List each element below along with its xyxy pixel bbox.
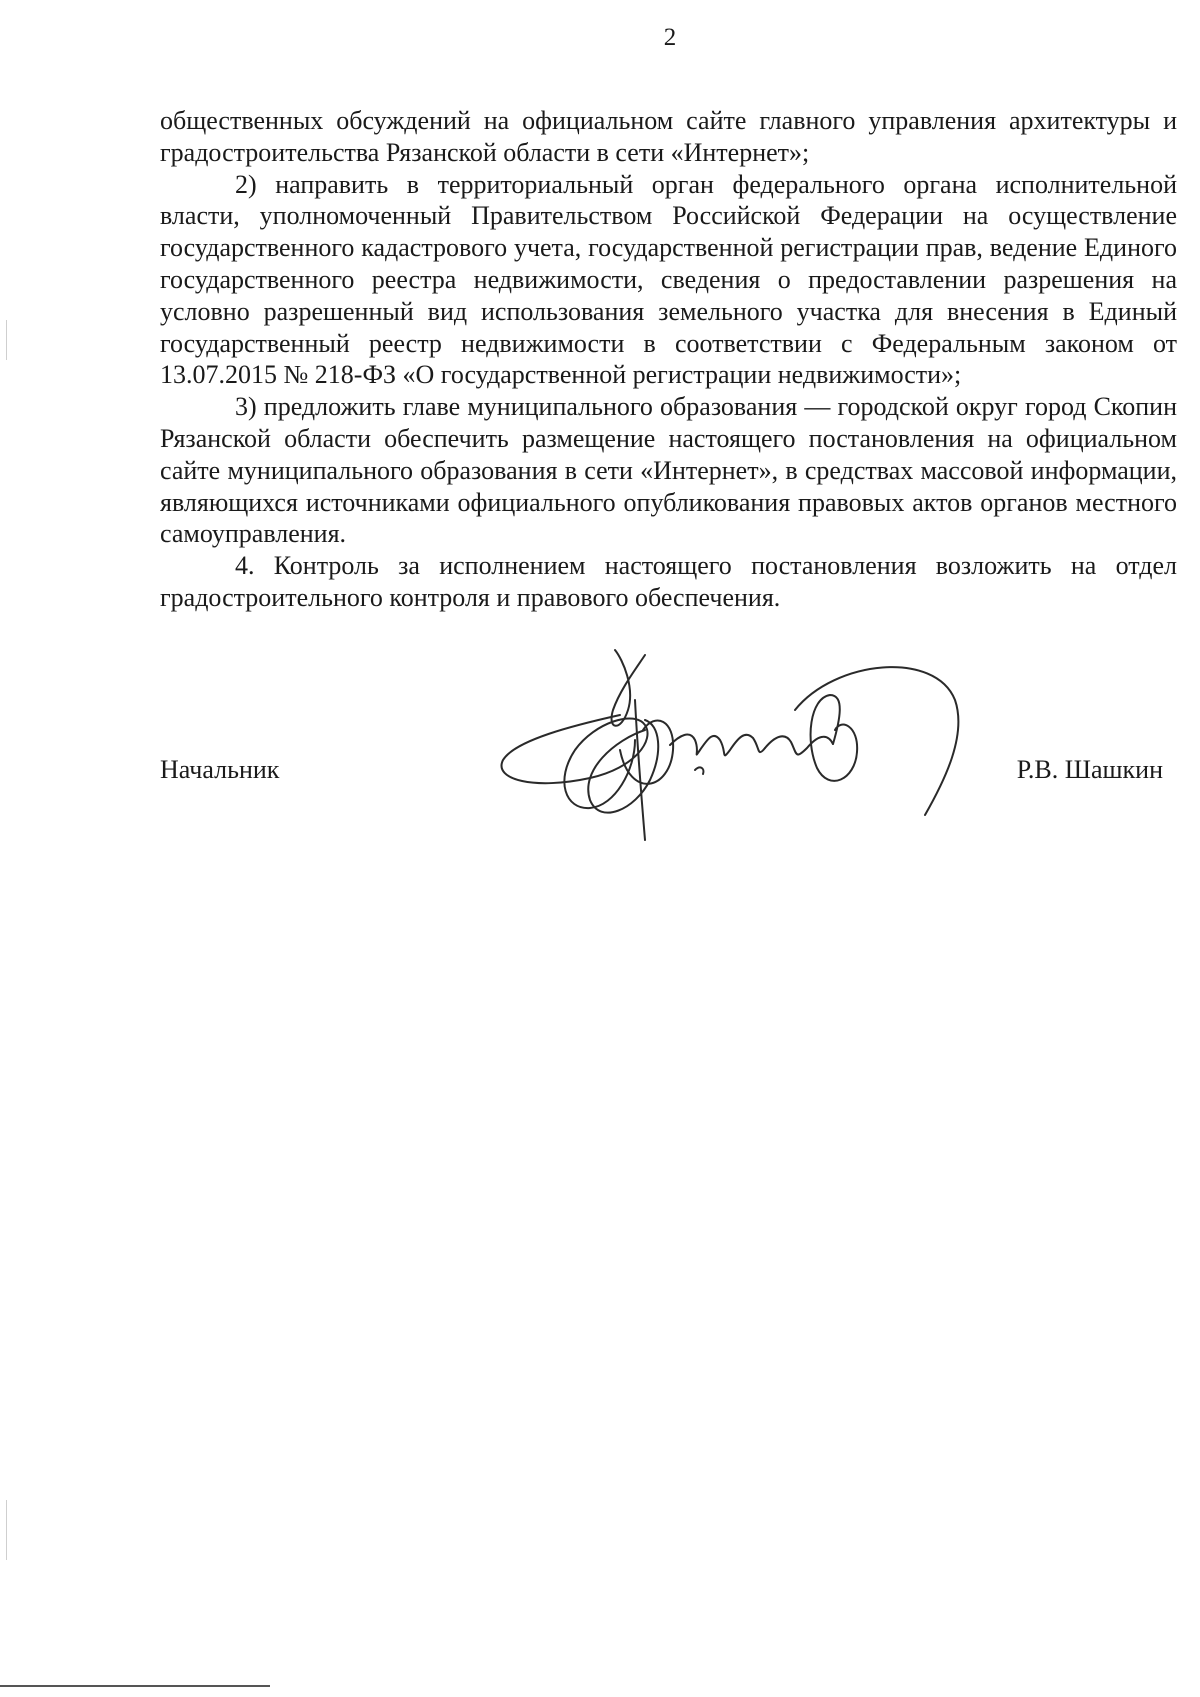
paragraph-item-3: 3) предложить главе муниципального образования — городской округ город Скопин Рязанской области обеспечить размещение настоящего постановления на официальном сайте муниципального образования в сети «Интернет», в средствах массовой информации, являющихся источниками официального опубликования правовых актов органов местного самоуправления. (160, 392, 1177, 549)
scan-artifact-mark (6, 320, 7, 360)
signatory-title: Начальник (160, 755, 280, 784)
paragraph-item-4: 4. Контроль за исполнением настоящего постановления возложить на отдел градостроительного контроля и правового обеспечения. (160, 551, 1177, 612)
scan-artifact-mark (6, 1500, 7, 1560)
paragraph-continuation: общественных обсуждений на официальном сайте главного управления архитектуры и градостроительства Рязанской области в сети «Интернет»; (160, 106, 1177, 167)
signature-block (160, 754, 1163, 794)
bottom-edge-line (0, 1685, 270, 1687)
signatory-name: Р.В. Шашкин (1016, 755, 1163, 784)
document-body (160, 105, 1177, 614)
paragraph-item-2: 2) направить в территориальный орган федерального органа исполнительной власти, уполномоченный Правительством Российской Федерации на осуществление государственного кадастрового учета, государственной регистрации прав, ведение Единого государственного реестра недвижимости, сведения о предоставлении разрешения на условно разрешенный вид использования земельного участка для внесения в Единый государственный реестр недвижимости в соответствии с Федеральным законом от 13.07.2015 № 218-ФЗ «О государственной регистрации недвижимости»; (160, 169, 1177, 390)
page-number: 2 (663, 24, 677, 51)
